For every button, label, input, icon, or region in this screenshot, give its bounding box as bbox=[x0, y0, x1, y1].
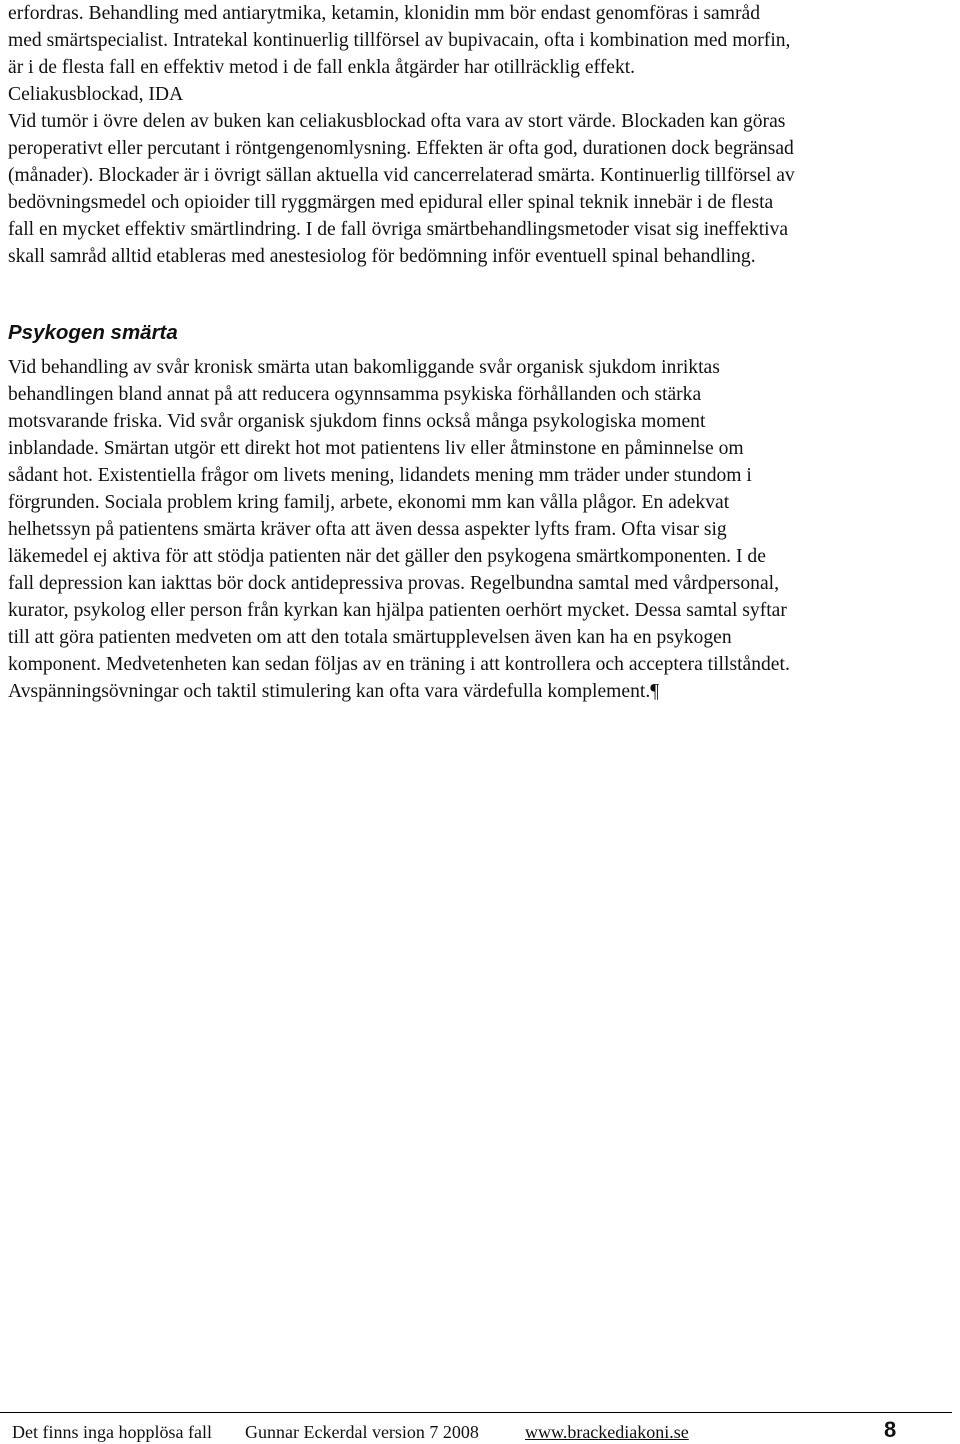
text-line: till att göra patienten medveten om att den totala smärtupplevelsen även kan ha en psykogen bbox=[8, 627, 732, 648]
text-line: skall samråd alltid etableras med anestesiolog för bedömning inför eventuell spinal behandling. bbox=[8, 246, 756, 267]
text-line: läkemedel ej aktiva för att stödja patienten när det gäller den psykogena smärtkomponenten. I de bbox=[8, 546, 766, 567]
text-line: erfordras. Behandling med antiarytmika, ketamin, klonidin mm bör endast genomföras i samråd bbox=[8, 3, 760, 24]
page-footer bbox=[0, 1408, 952, 1444]
text-line: bedövningsmedel och opioider till ryggmärgen med epidural eller spinal teknik innebär i de flesta bbox=[8, 192, 774, 213]
text-line: sådant hot. Existentiella frågor om livets mening, lidandets mening mm träder under stundom i bbox=[8, 465, 752, 486]
paragraph-mark: ¶ bbox=[650, 681, 660, 702]
page-number: 8 bbox=[884, 1417, 897, 1442]
text-line: kurator, psykolog eller person från kyrkan kan hjälpa patienten oerhört mycket. Dessa samtal syftar bbox=[8, 600, 787, 621]
text-line: fall depression kan iakttas bör dock antidepressiva provas. Regelbundna samtal med vårdpersonal, bbox=[8, 573, 780, 594]
text-line: med smärtspecialist. Intratekal kontinuerlig tillförsel av bupivacain, ofta i kombination med morfin, bbox=[8, 30, 791, 51]
text-line-content: Avspänningsövningar och taktil stimulering kan ofta vara värdefulla komplement. bbox=[8, 681, 651, 702]
text-line: peroperativt eller percutant i röntgengenomlysning. Effekten är ofta god, durationen dock begränsad bbox=[8, 138, 794, 159]
text-line: komponent. Medvetenheten kan sedan följas av en träning i att kontrollera och acceptera tillståndet. bbox=[8, 654, 790, 675]
text-line: inblandade. Smärtan utgör ett direkt hot mot patientens liv eller åtminstone en påminnelse om bbox=[8, 438, 744, 459]
text-line: Vid tumör i övre delen av buken kan celiakusblockad ofta vara av stort värde. Blockaden kan göras bbox=[8, 111, 786, 132]
footer-title: Det finns inga hopplösa fall bbox=[12, 1422, 212, 1442]
text-line: fall en mycket effektiv smärtlindring. I de fall övriga smärtbehandlingsmetoder visat sig ineffektiva bbox=[8, 219, 789, 240]
text-line: är i de flesta fall en effektiv metod i de fall enkla åtgärder har otillräcklig effekt. bbox=[8, 57, 636, 78]
text-line: behandlingen bland annat på att reducera ogynnsamma psykiska förhållanden och stärka bbox=[8, 384, 702, 405]
text-line-last bbox=[8, 678, 952, 705]
text-line: (månader). Blockader är i övrigt sällan aktuella vid cancerrelaterad smärta. Kontinuerlig tillförsel av bbox=[8, 165, 795, 186]
footer-link[interactable]: www.brackediakoni.se bbox=[525, 1422, 689, 1442]
text-line: helhetssyn på patientens smärta kräver ofta att även dessa aspekter lyfts fram. Ofta visar sig bbox=[8, 519, 727, 540]
text-line: Vid behandling av svår kronisk smärta utan bakomliggande svår organisk sjukdom inriktas bbox=[8, 357, 720, 378]
text-line: motsvarande friska. Vid svår organisk sjukdom finns också många psykologiska moment bbox=[8, 411, 706, 432]
footer-divider bbox=[0, 1412, 952, 1413]
section-heading: Psykogen smärta bbox=[8, 321, 178, 344]
footer-author: Gunnar Eckerdal version 7 2008 bbox=[245, 1422, 479, 1442]
body-text-psykogen bbox=[8, 354, 952, 705]
subheading-celiakusblockad: Celiakusblockad, IDA bbox=[8, 84, 184, 105]
text-line: förgrunden. Sociala problem kring familj, arbete, ekonomi mm kan vålla plågor. En adekvat bbox=[8, 492, 730, 513]
body-text-top bbox=[8, 0, 952, 270]
